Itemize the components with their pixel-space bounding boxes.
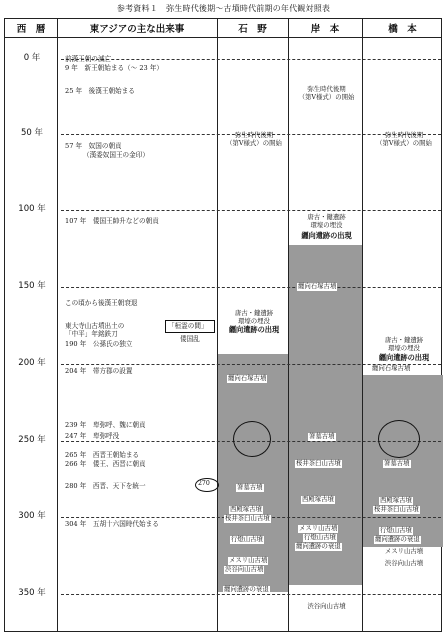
hashimoto-yayoi-start-2: （第Ⅴ様式）の開始: [376, 139, 432, 147]
year-line: [61, 594, 441, 595]
year-label: 300 年: [18, 511, 46, 521]
header-era: 西 暦: [16, 24, 46, 35]
kishimoto-shibutanimukaiyama: 渋谷向山古墳: [307, 602, 346, 610]
year-label: 0 年: [23, 53, 41, 63]
event-item: 239 年 卑弥呼、魏に朝貢: [65, 421, 146, 429]
event-item: 25 年 後漢王朝始まる: [65, 87, 135, 95]
ishino-nishitonozuka: 西殿塚古墳: [230, 505, 262, 513]
column-divider: [57, 19, 58, 631]
event-item: 280 年 西晋、天下を統一: [65, 482, 146, 490]
kishimoto-hashihaka: 箸墓古墳: [309, 432, 335, 440]
hashimoto-mesuriyama: メスリ山古墳: [384, 547, 424, 555]
ishino-decline: 纒向遺跡の衰退: [224, 585, 269, 593]
event-item: 107 年 倭国王帥升などの朝貢: [65, 217, 159, 225]
ishino-makimuku-appearance: 纒向遺跡の出現: [228, 325, 280, 334]
hashimoto-ishizuka: 纒向石塚古墳: [372, 364, 411, 372]
year-label: 150 年: [18, 281, 46, 291]
hashimoto-decline: 纒向遺跡の衰退: [375, 535, 420, 543]
kishimoto-sakuraichausu: 桜井茶臼山古墳: [296, 459, 341, 467]
kishimoto-makimuku-appearance: 纒向遺跡の出現: [301, 231, 352, 240]
ishino-ishizuka: 纒向石塚古墳: [228, 374, 267, 382]
year-line: [61, 59, 441, 60]
ishino-karako-2: 環壕の埋没: [238, 317, 270, 325]
year-label: 250 年: [18, 435, 46, 445]
ishino-yayoi-start-2: （第Ⅴ様式）の開始: [226, 139, 282, 147]
kishimoto-karako: 唐古・鍵遺跡: [307, 213, 346, 221]
kishimoto-yayoi-start: 弥生時代後期: [307, 85, 346, 93]
hashimoto-nishitonozuka: 西殿塚古墳: [380, 496, 412, 504]
ishino-shibutanimukaiyama: 渋谷向山古墳: [225, 565, 264, 573]
event-item: 190 年 公孫氏の独立: [65, 340, 133, 348]
header-ishino: 石 野: [238, 24, 267, 35]
kishimoto-yayoi-start-2: （第Ⅴ様式）の開始: [298, 93, 355, 101]
hashimoto-sakuraichausu: 桜井茶臼山古墳: [374, 505, 419, 513]
ishino-mesuriyama: メスリ山古墳: [229, 556, 268, 564]
hashimoto-karako: 唐古・鍵遺跡: [384, 336, 424, 344]
year-label: 100 年: [18, 204, 46, 214]
hashimoto-hashihaka: 箸墓古墳: [384, 459, 410, 467]
event-item: 204 年 帯方郡の設置: [65, 367, 133, 375]
hashimoto-hand-circle: [378, 420, 420, 458]
event-item: 前漢王朝の滅亡: [65, 55, 112, 63]
event-item: 「中平」年銘鉄刀: [65, 330, 118, 338]
kishimoto-mesuriyama: メスリ山古墳: [299, 524, 338, 532]
header-kishimoto: 岸 本: [310, 24, 340, 35]
hashimoto-andonyama: 行燈山古墳: [380, 526, 412, 534]
kishimoto-karako-2: 環壕の埋没: [310, 221, 343, 229]
hashimoto-karako-2: 環壕の埋没: [388, 344, 420, 352]
annotation-270: 270: [198, 480, 210, 487]
page-title: 参考資料１ 弥生時代後期～古墳時代前期の年代観対照表: [116, 4, 331, 13]
ishino-hashihaka: 箸墓古墳: [237, 483, 263, 491]
event-item: 304 年 五胡十六国時代始まる: [65, 520, 159, 528]
year-line: [61, 287, 441, 288]
event-item: 266 年 倭王、西晋に朝貢: [65, 460, 146, 468]
year-label: 200 年: [18, 358, 46, 368]
event-item: 「桓霊の間」: [168, 322, 208, 330]
ishino-yayoi-start: 弥生時代後期: [234, 131, 274, 139]
event-item: 265 年 西晋王朝始まる: [65, 451, 140, 459]
event-item: 57 年 奴国の朝貢: [65, 142, 122, 150]
chronology-table: [4, 18, 442, 632]
ishino-sakuraichausu: 桜井茶臼山古墳: [225, 514, 270, 522]
year-label: 350 年: [18, 588, 46, 598]
year-line: [61, 210, 441, 211]
kishimoto-andonyama: 行燈山古墳: [304, 533, 336, 541]
kishimoto-decline: 纒向遺跡の衰退: [296, 542, 341, 550]
event-item: 9 年 新王朝始まる（～ 23 年）: [65, 64, 163, 72]
event-item: 東大寺山古墳出土の: [65, 322, 125, 330]
hashimoto-shibutanimukaiyama: 渋谷向山古墳: [384, 559, 424, 567]
event-item: 247 年 卑弥呼没: [65, 432, 120, 440]
kishimoto-ishizuka: 纒向石塚古墳: [298, 282, 337, 290]
ishino-hand-circle: [233, 421, 271, 457]
event-item: 倭国乱: [180, 335, 200, 343]
year-label: 50 年: [20, 128, 44, 138]
event-item: この頃から後漢王朝衰退: [65, 299, 138, 307]
ishino-andonyama: 行燈山古墳: [231, 535, 263, 543]
event-item: （漢委奴国王の金印）: [83, 151, 149, 159]
hashimoto-makimuku-appearance: 纒向遺跡の出現: [378, 353, 430, 362]
ishino-karako: 唐古・鍵遺跡: [234, 309, 274, 317]
header-hashimoto: 橋 本: [388, 24, 417, 35]
kishimoto-nishitonozuka: 西殿塚古墳: [302, 495, 334, 503]
hashimoto-yayoi-start: 弥生時代後期: [384, 131, 424, 139]
header-divider: [5, 37, 441, 38]
header-events: 東アジアの主な出来事: [89, 24, 185, 35]
